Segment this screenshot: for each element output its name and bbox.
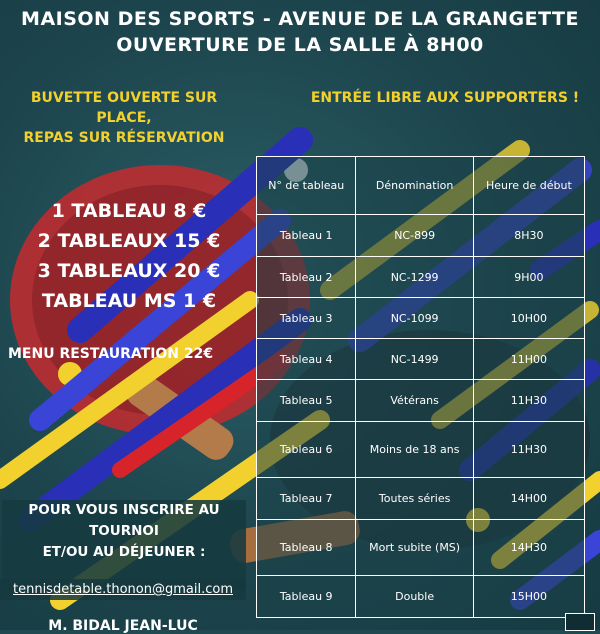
- denomination-cell: NC-1099: [356, 298, 473, 339]
- table-row: [257, 576, 585, 618]
- heure-cell: 15H00: [473, 576, 584, 618]
- tableau-cell: Tableau 9: [257, 576, 356, 618]
- denomination-cell: NC-1499: [356, 339, 473, 380]
- denomination-cell: Mort subite (MS): [356, 520, 473, 576]
- buvette-info: [14, 88, 234, 148]
- table-row: [257, 520, 585, 576]
- price-item: 1 TABLEAU 8 €: [51, 200, 207, 222]
- heure-cell: 10H00: [473, 298, 584, 339]
- tableau-cell: Tableau 7: [257, 478, 356, 520]
- heure-cell: 14H30: [473, 520, 584, 576]
- heure-cell: 11H00: [473, 339, 584, 380]
- tableau-cell: Tableau 1: [257, 215, 356, 257]
- inscription-text: [2, 500, 246, 563]
- table-row: [257, 215, 585, 257]
- denomination-cell: NC-899: [356, 215, 473, 257]
- table-row: [257, 478, 585, 520]
- heure-cell: 14H00: [473, 478, 584, 520]
- tableau-cell: Tableau 2: [257, 257, 356, 298]
- price-item: 3 TABLEAUX 20 €: [37, 260, 221, 282]
- buvette-line: BUVETTE OUVERTE SUR: [30, 90, 218, 106]
- column-header: Dénomination: [356, 157, 473, 215]
- table-row: [257, 422, 585, 478]
- denomination-cell: NC-1299: [356, 257, 473, 298]
- tableau-cell: Tableau 4: [257, 339, 356, 380]
- table-row: [257, 380, 585, 422]
- heure-cell: 9H00: [473, 257, 584, 298]
- tableau-cell: Tableau 5: [257, 380, 356, 422]
- column-header: N° de tableau: [257, 157, 356, 215]
- table-row: [257, 257, 585, 298]
- table-header-row: [257, 157, 585, 215]
- buvette-line: REPAS SUR RÉSERVATION: [23, 130, 225, 146]
- tableau-cell: Tableau 8: [257, 520, 356, 576]
- denomination-cell: Double: [356, 576, 473, 618]
- denomination-cell: Toutes séries: [356, 478, 473, 520]
- denomination-cell: Moins de 18 ans: [356, 422, 473, 478]
- club-logo: [565, 613, 595, 631]
- inscription-line: TOURNOI: [89, 523, 159, 539]
- inscription-box: [2, 500, 246, 590]
- tableau-cell: Tableau 3: [257, 298, 356, 339]
- tableau-cell: Tableau 6: [257, 422, 356, 478]
- column-header: Heure de début: [473, 157, 584, 215]
- page-title-venue: MAISON DES SPORTS - AVENUE DE LA GRANGETTE: [21, 8, 579, 30]
- price-item: 2 TABLEAUX 15 €: [37, 230, 221, 252]
- entree-libre-text: ENTRÉE LIBRE AUX SUPPORTERS !: [310, 90, 580, 106]
- price-item: TABLEAU MS 1 €: [41, 290, 217, 312]
- page-title-opening: OUVERTURE DE LA SALLE À 8H00: [116, 34, 484, 56]
- heure-cell: 11H30: [473, 422, 584, 478]
- table-row: [257, 298, 585, 339]
- buvette-line: PLACE,: [96, 110, 152, 126]
- menu-price: MENU RESTAURATION 22€: [8, 346, 214, 362]
- table-row: [257, 339, 585, 380]
- inscription-line: POUR VOUS INSCRIRE AU: [28, 502, 220, 518]
- email-link[interactable]: tennisdetable.thonon@gmail.com: [0, 579, 246, 600]
- heure-cell: 8H30: [473, 215, 584, 257]
- price-list: [14, 196, 244, 316]
- heure-cell: 11H30: [473, 380, 584, 422]
- schedule-table: [256, 156, 585, 618]
- denomination-cell: Vétérans: [356, 380, 473, 422]
- contact-name: M. BIDAL JEAN-LUC: [48, 618, 198, 634]
- inscription-line: ET/OU AU DÉJEUNER :: [42, 544, 206, 560]
